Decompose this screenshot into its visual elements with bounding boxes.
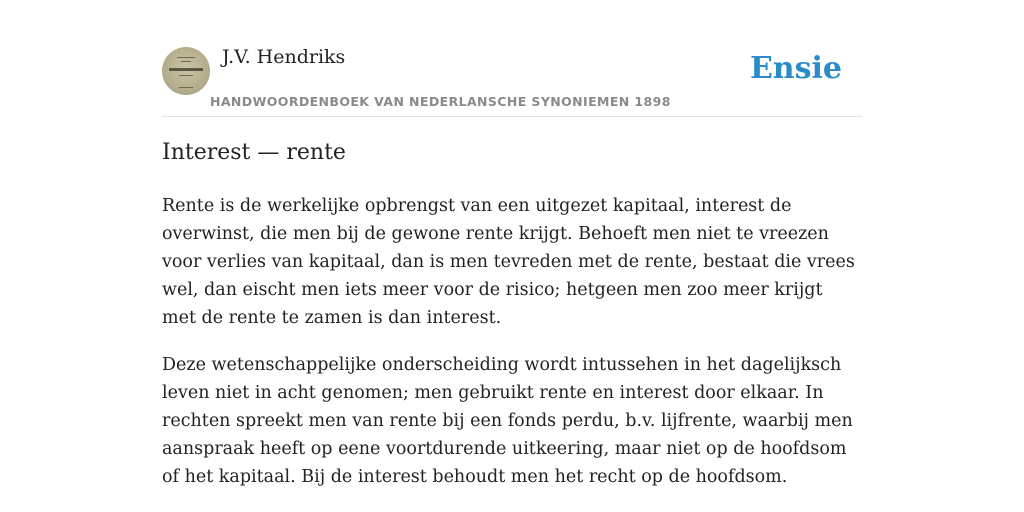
book-cover-icon[interactable] [162,47,210,95]
avatar-line [169,68,203,71]
avatar-line [179,87,193,88]
avatar-line [179,75,193,76]
article-body [162,192,862,510]
page [162,0,862,512]
paragraph-1: Rente is de werkelijke opbrengst van een uitgezet kapitaal, interest de overwinst, die men bij de gewone rente krijgt. Behoeft men niet te vreezen voor verlies van kapitaal, dan is men tevreden met de rente, bestaat die vrees wel, dan eischt men iets meer voor de risico; hetgeen men zoo meer krijgt met de rente te zamen is dan interest. [162,196,855,328]
page-title: Interest — rente [162,140,346,165]
author-name[interactable]: J.V. Hendriks [222,46,346,68]
avatar-line [181,61,191,62]
source-title[interactable]: HANDWOORDENBOEK VAN NEDERLANSCHE SYNONIEMEN 1898 [210,94,671,109]
paragraph-2: Deze wetenschappelijke onderscheiding wordt intussehen in het dagelijksch leven niet in acht genomen; men gebruikt rente en interest door elkaar. In rechten spreekt men van rente bij een fonds perdu, b.v. lijfrente, waarbij men aanspraak heeft op eene voortdurende uitkeering, maar niet op de hoofdsom of het kapitaal. Bij de interest behoudt men het recht op de hoofdsom. [162,355,853,487]
header [162,0,862,117]
avatar-line [177,57,195,58]
brand-logo[interactable]: Ensie [749,51,842,86]
